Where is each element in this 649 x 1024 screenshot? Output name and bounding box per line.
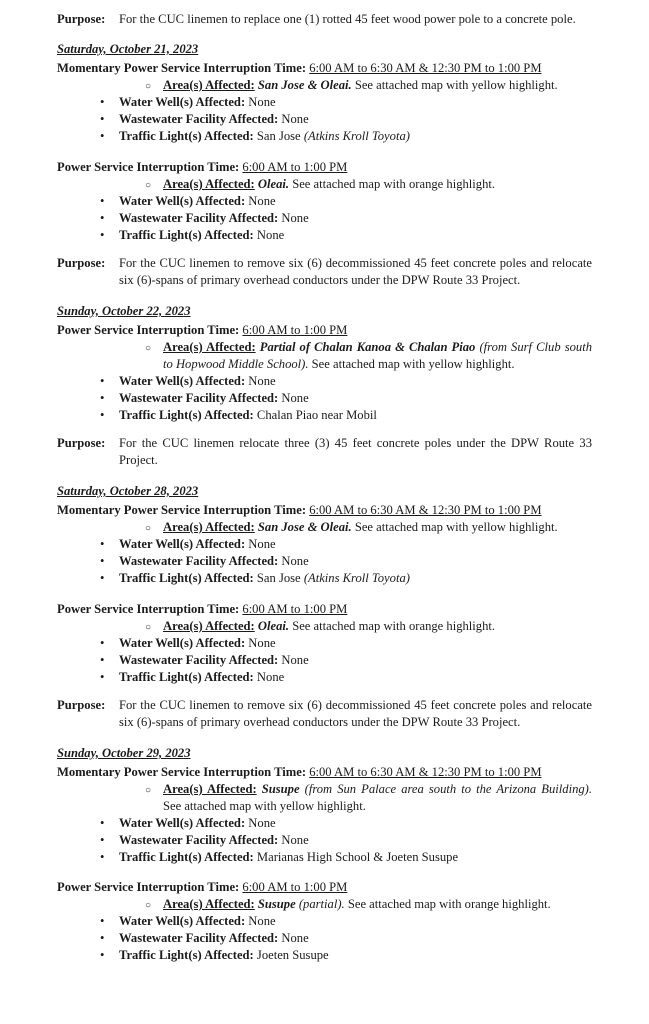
wastewater-row [57,832,592,849]
area-affected-row [57,77,592,94]
area-affected-label: Area(s) Affected: [163,177,255,191]
wastewater-label: Wastewater Facility Affected: [119,391,279,405]
traffic-lights-value: San Jose [256,129,301,143]
interruption-time-line [57,879,592,896]
interruption-time-label: Power Service Interruption Time: [57,160,240,174]
date-heading: Sunday, October 22, 2023 [57,304,191,318]
area-affected-row [57,618,592,635]
area-affected-row [57,519,592,536]
traffic-lights-row [57,669,592,686]
traffic-lights-row [57,947,592,964]
bullet-icon: • [100,391,105,405]
section-oct-21 [57,41,592,289]
section-oct-29 [57,745,592,964]
traffic-lights-label: Traffic Light(s) Affected: [119,571,254,585]
wastewater-value: None [281,554,309,568]
interruption-time-value: 6:00 AM to 1:00 PM [242,323,348,337]
interruption-time-line [57,601,592,618]
traffic-lights-label: Traffic Light(s) Affected: [119,850,254,864]
area-value: Partial of Chalan Kanoa & Chalan Piao [259,340,476,354]
spacer [57,424,592,435]
area-affected-row [57,896,592,913]
section-oct-28 [57,483,592,731]
area-see-map-text: See attached map with yellow highlight. [163,799,366,813]
water-wells-row [57,193,592,210]
circle-bullet-icon: ○ [145,343,152,354]
traffic-lights-value: None [256,228,285,242]
area-value: Susupe [261,782,300,796]
traffic-lights-value: None [256,670,285,684]
area-value: Oleai. [257,177,290,191]
traffic-lights-label: Traffic Light(s) Affected: [119,129,254,143]
water-wells-value: None [248,636,276,650]
water-wells-row [57,536,592,553]
spacer [57,145,592,159]
area-affected-label: Area(s) Affected: [163,782,257,796]
area-affected-row [57,781,592,815]
interruption-time-value: 6:00 AM to 6:30 AM & 12:30 PM to 1:00 PM [309,765,542,779]
water-wells-value: None [248,374,276,388]
water-wells-label: Water Well(s) Affected: [119,816,246,830]
water-wells-row [57,815,592,832]
traffic-lights-row [57,227,592,244]
bullet-icon: • [100,554,105,568]
wastewater-row [57,210,592,227]
water-wells-row [57,373,592,390]
wastewater-label: Wastewater Facility Affected: [119,112,279,126]
area-value: San Jose & Oleai. [257,520,352,534]
purpose-row [57,11,592,28]
water-wells-label: Water Well(s) Affected: [119,374,246,388]
wastewater-value: None [281,653,309,667]
area-note: (from Surf Club south to Hopwood Middle School). [163,340,592,371]
area-see-map-text: See attached map with yellow highlight. [354,520,558,534]
purpose-row [57,697,592,731]
interruption-time-line [57,60,592,77]
circle-bullet-icon: ○ [145,622,152,633]
water-wells-row [57,94,592,111]
water-wells-value: None [248,95,276,109]
bullet-icon: • [100,948,105,962]
area-affected-row [57,176,592,193]
circle-bullet-icon: ○ [145,900,152,911]
spacer [57,866,592,879]
purpose-text: For the CUC linemen to remove six (6) decommissioned 45 feet concrete poles and relocate six (6)-spans of primary overhead conductors under the DPW Route 33 Project. [119,698,592,729]
bullet-icon: • [100,537,105,551]
purpose-row [57,435,592,469]
date-heading: Sunday, October 29, 2023 [57,746,191,760]
purpose-label: Purpose: [57,12,106,26]
traffic-lights-row [57,128,592,145]
water-wells-label: Water Well(s) Affected: [119,95,246,109]
water-wells-row [57,913,592,930]
wastewater-value: None [281,391,309,405]
area-affected-label: Area(s) Affected: [163,619,255,633]
interruption-time-label: Power Service Interruption Time: [57,323,240,337]
interruption-time-value: 6:00 AM to 1:00 PM [242,602,348,616]
traffic-lights-row [57,407,592,424]
wastewater-label: Wastewater Facility Affected: [119,554,279,568]
water-wells-label: Water Well(s) Affected: [119,537,246,551]
bullet-icon: • [100,194,105,208]
area-value: Susupe [257,897,296,911]
spacer [57,587,592,601]
area-see-map-text: See attached map with orange highlight. [292,619,496,633]
wastewater-row [57,652,592,669]
circle-bullet-icon: ○ [145,180,152,191]
wastewater-value: None [281,112,309,126]
traffic-lights-row [57,849,592,866]
purpose-label: Purpose: [57,698,106,712]
bullet-icon: • [100,408,105,422]
area-affected-label: Area(s) Affected: [163,78,255,92]
date-heading: Saturday, October 21, 2023 [57,42,199,56]
wastewater-row [57,553,592,570]
interruption-time-label: Momentary Power Service Interruption Time: [57,765,307,779]
purpose-label: Purpose: [57,436,106,450]
interruption-time-line [57,322,592,339]
purpose-label: Purpose: [57,256,106,270]
bullet-icon: • [100,850,105,864]
area-affected-row [57,339,592,373]
bullet-icon: • [100,653,105,667]
traffic-lights-value: Marianas High School & Joeten Susupe [256,850,459,864]
traffic-lights-value: Joeten Susupe [256,948,329,962]
wastewater-label: Wastewater Facility Affected: [119,211,279,225]
spacer [57,731,592,745]
circle-bullet-icon: ○ [145,785,152,796]
traffic-lights-label: Traffic Light(s) Affected: [119,670,254,684]
spacer [57,244,592,255]
circle-bullet-icon: ○ [145,81,152,92]
area-value: San Jose & Oleai. [257,78,352,92]
bullet-icon: • [100,816,105,830]
bullet-icon: • [100,670,105,684]
area-note: (from Sun Palace area south to the Arizona Building). [304,782,593,796]
bullet-icon: • [100,374,105,388]
wastewater-value: None [281,833,309,847]
area-value: Oleai. [257,619,290,633]
bullet-icon: • [100,95,105,109]
area-see-map-text: See attached map with yellow highlight. [354,78,558,92]
interruption-time-label: Momentary Power Service Interruption Time: [57,61,307,75]
water-wells-row [57,635,592,652]
bullet-icon: • [100,228,105,242]
purpose-row [57,255,592,289]
bullet-icon: • [100,833,105,847]
water-wells-label: Water Well(s) Affected: [119,636,246,650]
spacer [57,289,592,303]
spacer [57,686,592,697]
water-wells-label: Water Well(s) Affected: [119,194,246,208]
traffic-lights-value: San Jose [256,571,301,585]
bullet-icon: • [100,211,105,225]
traffic-lights-label: Traffic Light(s) Affected: [119,948,254,962]
water-wells-value: None [248,914,276,928]
interruption-time-label: Power Service Interruption Time: [57,602,240,616]
interruption-time-line [57,764,592,781]
interruption-time-label: Momentary Power Service Interruption Time: [57,503,307,517]
bullet-icon: • [100,129,105,143]
circle-bullet-icon: ○ [145,523,152,534]
traffic-lights-note: (Atkins Kroll Toyota) [303,129,410,143]
traffic-lights-note: (Atkins Kroll Toyota) [303,571,410,585]
interruption-time-value: 6:00 AM to 1:00 PM [242,880,348,894]
interruption-time-label: Power Service Interruption Time: [57,880,240,894]
bullet-icon: • [100,914,105,928]
wastewater-row [57,111,592,128]
traffic-lights-label: Traffic Light(s) Affected: [119,408,254,422]
interruption-time-line [57,502,592,519]
traffic-lights-row [57,570,592,587]
spacer [57,28,592,41]
water-wells-value: None [248,537,276,551]
water-wells-label: Water Well(s) Affected: [119,914,246,928]
interruption-time-value: 6:00 AM to 1:00 PM [242,160,348,174]
area-note: (partial). [298,897,345,911]
water-wells-value: None [248,816,276,830]
wastewater-label: Wastewater Facility Affected: [119,653,279,667]
wastewater-value: None [281,211,309,225]
wastewater-row [57,390,592,407]
bullet-icon: • [100,931,105,945]
wastewater-value: None [281,931,309,945]
interruption-time-line [57,159,592,176]
traffic-lights-value: Chalan Piao near Mobil [256,408,377,422]
interruption-time-value: 6:00 AM to 6:30 AM & 12:30 PM to 1:00 PM [309,503,542,517]
area-affected-label: Area(s) Affected: [163,520,255,534]
wastewater-label: Wastewater Facility Affected: [119,833,279,847]
water-wells-value: None [248,194,276,208]
wastewater-label: Wastewater Facility Affected: [119,931,279,945]
area-see-map-text: See attached map with yellow highlight. [311,357,515,371]
purpose-text: For the CUC linemen to replace one (1) rotted 45 feet wood power pole to a concrete pole. [119,12,576,26]
purpose-text: For the CUC linemen relocate three (3) 45 feet concrete poles under the DPW Route 33 Project. [119,436,592,467]
bullet-icon: • [100,571,105,585]
bullet-icon: • [100,636,105,650]
area-affected-label: Area(s) Affected: [163,340,256,354]
interruption-time-value: 6:00 AM to 6:30 AM & 12:30 PM to 1:00 PM [309,61,542,75]
wastewater-row [57,930,592,947]
area-see-map-text: See attached map with orange highlight. [292,177,496,191]
area-see-map-text: See attached map with orange highlight. [347,897,551,911]
date-heading: Saturday, October 28, 2023 [57,484,199,498]
traffic-lights-label: Traffic Light(s) Affected: [119,228,254,242]
section-oct-22 [57,303,592,469]
purpose-text: For the CUC linemen to remove six (6) decommissioned 45 feet concrete poles and relocate six (6)-spans of primary overhead conductors under the DPW Route 33 Project. [119,256,592,287]
spacer [57,469,592,483]
bullet-icon: • [100,112,105,126]
area-affected-label: Area(s) Affected: [163,897,255,911]
